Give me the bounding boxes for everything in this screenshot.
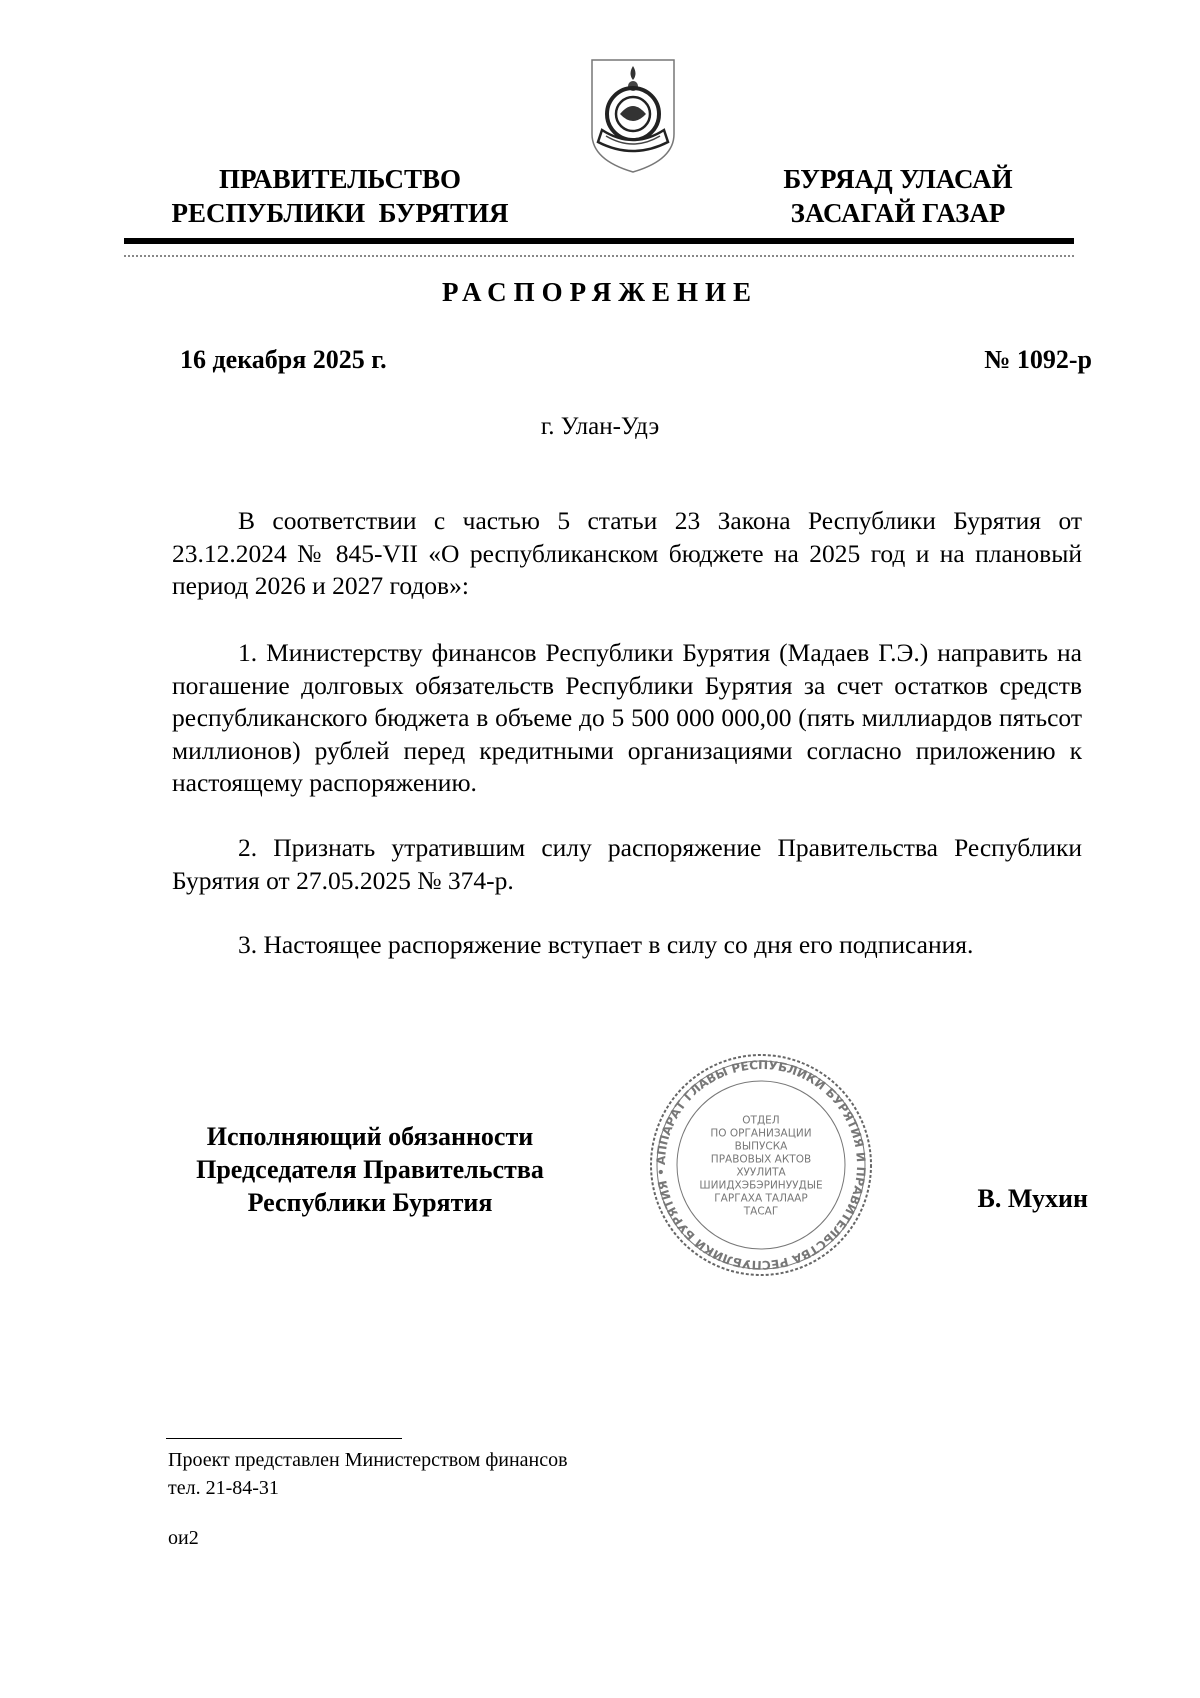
header-left-line1: ПРАВИТЕЛЬСТВО [218,164,462,194]
seal-center-line: ПРАВОВЫХ АКТОВ [710,1153,812,1166]
footnote [168,1446,568,1502]
header-right-line2: ЗАСАГАЙ ГАЗАР [790,198,1006,228]
body-item-2 [172,832,1082,897]
footnote-line1: Проект представлен Министерством финансов [168,1449,568,1471]
document-city: г. Улан-Удэ [540,413,660,440]
document-title: РАСПОРЯЖЕНИЕ [441,277,759,307]
header-left [150,162,530,230]
seal-center-line: ПО ОРГАНИЗАЦИИ [710,1127,812,1140]
body-intro [172,505,1082,603]
footnote-code: ои2 [168,1527,199,1549]
signatory-position [160,1120,580,1219]
seal-center-line: ХУУЛИТА [736,1166,786,1179]
official-seal-icon [646,1050,876,1280]
body-item-3-text: 3. Настоящее распоряжение вступает в силу со дня его подписания. [238,930,974,959]
seal-center-line: ШИИДХЭБЭРИНУУДЫЕ [699,1179,823,1192]
body-item-2-text: 2. Признать утратившим силу распоряжение Правительства Республики Бурятия от 27.05.2025 № 374-р. [172,833,1082,895]
body-item-3 [172,929,1082,962]
coat-of-arms-icon [586,56,680,176]
header-dotted-rule [124,255,1074,257]
header-rule [124,238,1074,244]
header-right-line1: БУРЯАД УЛАСАЙ [783,164,1013,194]
footnote-rule [166,1438,402,1439]
seal-center-line: ГАРГАХА ТАЛААР [714,1192,808,1205]
footnote-line2: тел. 21-84-31 [168,1477,279,1499]
signatory-position-line2: Председателя Правительства [196,1155,544,1184]
seal-center-line: ТАСАГ [743,1205,779,1218]
body-intro-text: В соответствии с частью 5 статьи 23 Закона Республики Бурятия от 23.12.2024 № 845-VII «О республиканском бюджете на 2025 год и на плановый период 2026 и 2027 годов»: [172,506,1082,600]
header-right [748,162,1048,230]
signatory-position-line3: Республики Бурятия [247,1188,493,1217]
header-left-line2: РЕСПУБЛИКИ БУРЯТИЯ [171,198,509,228]
document-date: 16 декабря 2025 г. [180,345,387,374]
document-number: № 1092-р [984,345,1092,374]
signatory-name: В. Мухин [977,1184,1088,1213]
official-seal [646,1050,876,1280]
seal-center-line: ВЫПУСКА [734,1140,788,1153]
body-item-1-text: 1. Министерству финансов Республики Бурятия (Мадаев Г.Э.) направить на погашение долговых обязательств Республики Бурятия за счет остатков средств республиканского бюджета в объеме до 5 500 000 000,00 (пять миллиардов пятьсот миллионов) рублей перед кредитными организациями согласно приложению к настоящему распоряжению. [172,638,1082,797]
body-item-1 [172,637,1082,800]
signatory-position-line1: Исполняющий обязанности [206,1122,534,1151]
coat-of-arms-emblem [586,56,680,176]
seal-ring-text: АППАРАТ ГЛАВЫ РЕСПУБЛИКИ БУРЯТИЯ И ПРАВИТЕЛЬСТВА РЕСПУБЛИКИ БУРЯТИЯ • [653,1057,869,1273]
seal-center-line: ОТДЕЛ [742,1114,780,1127]
